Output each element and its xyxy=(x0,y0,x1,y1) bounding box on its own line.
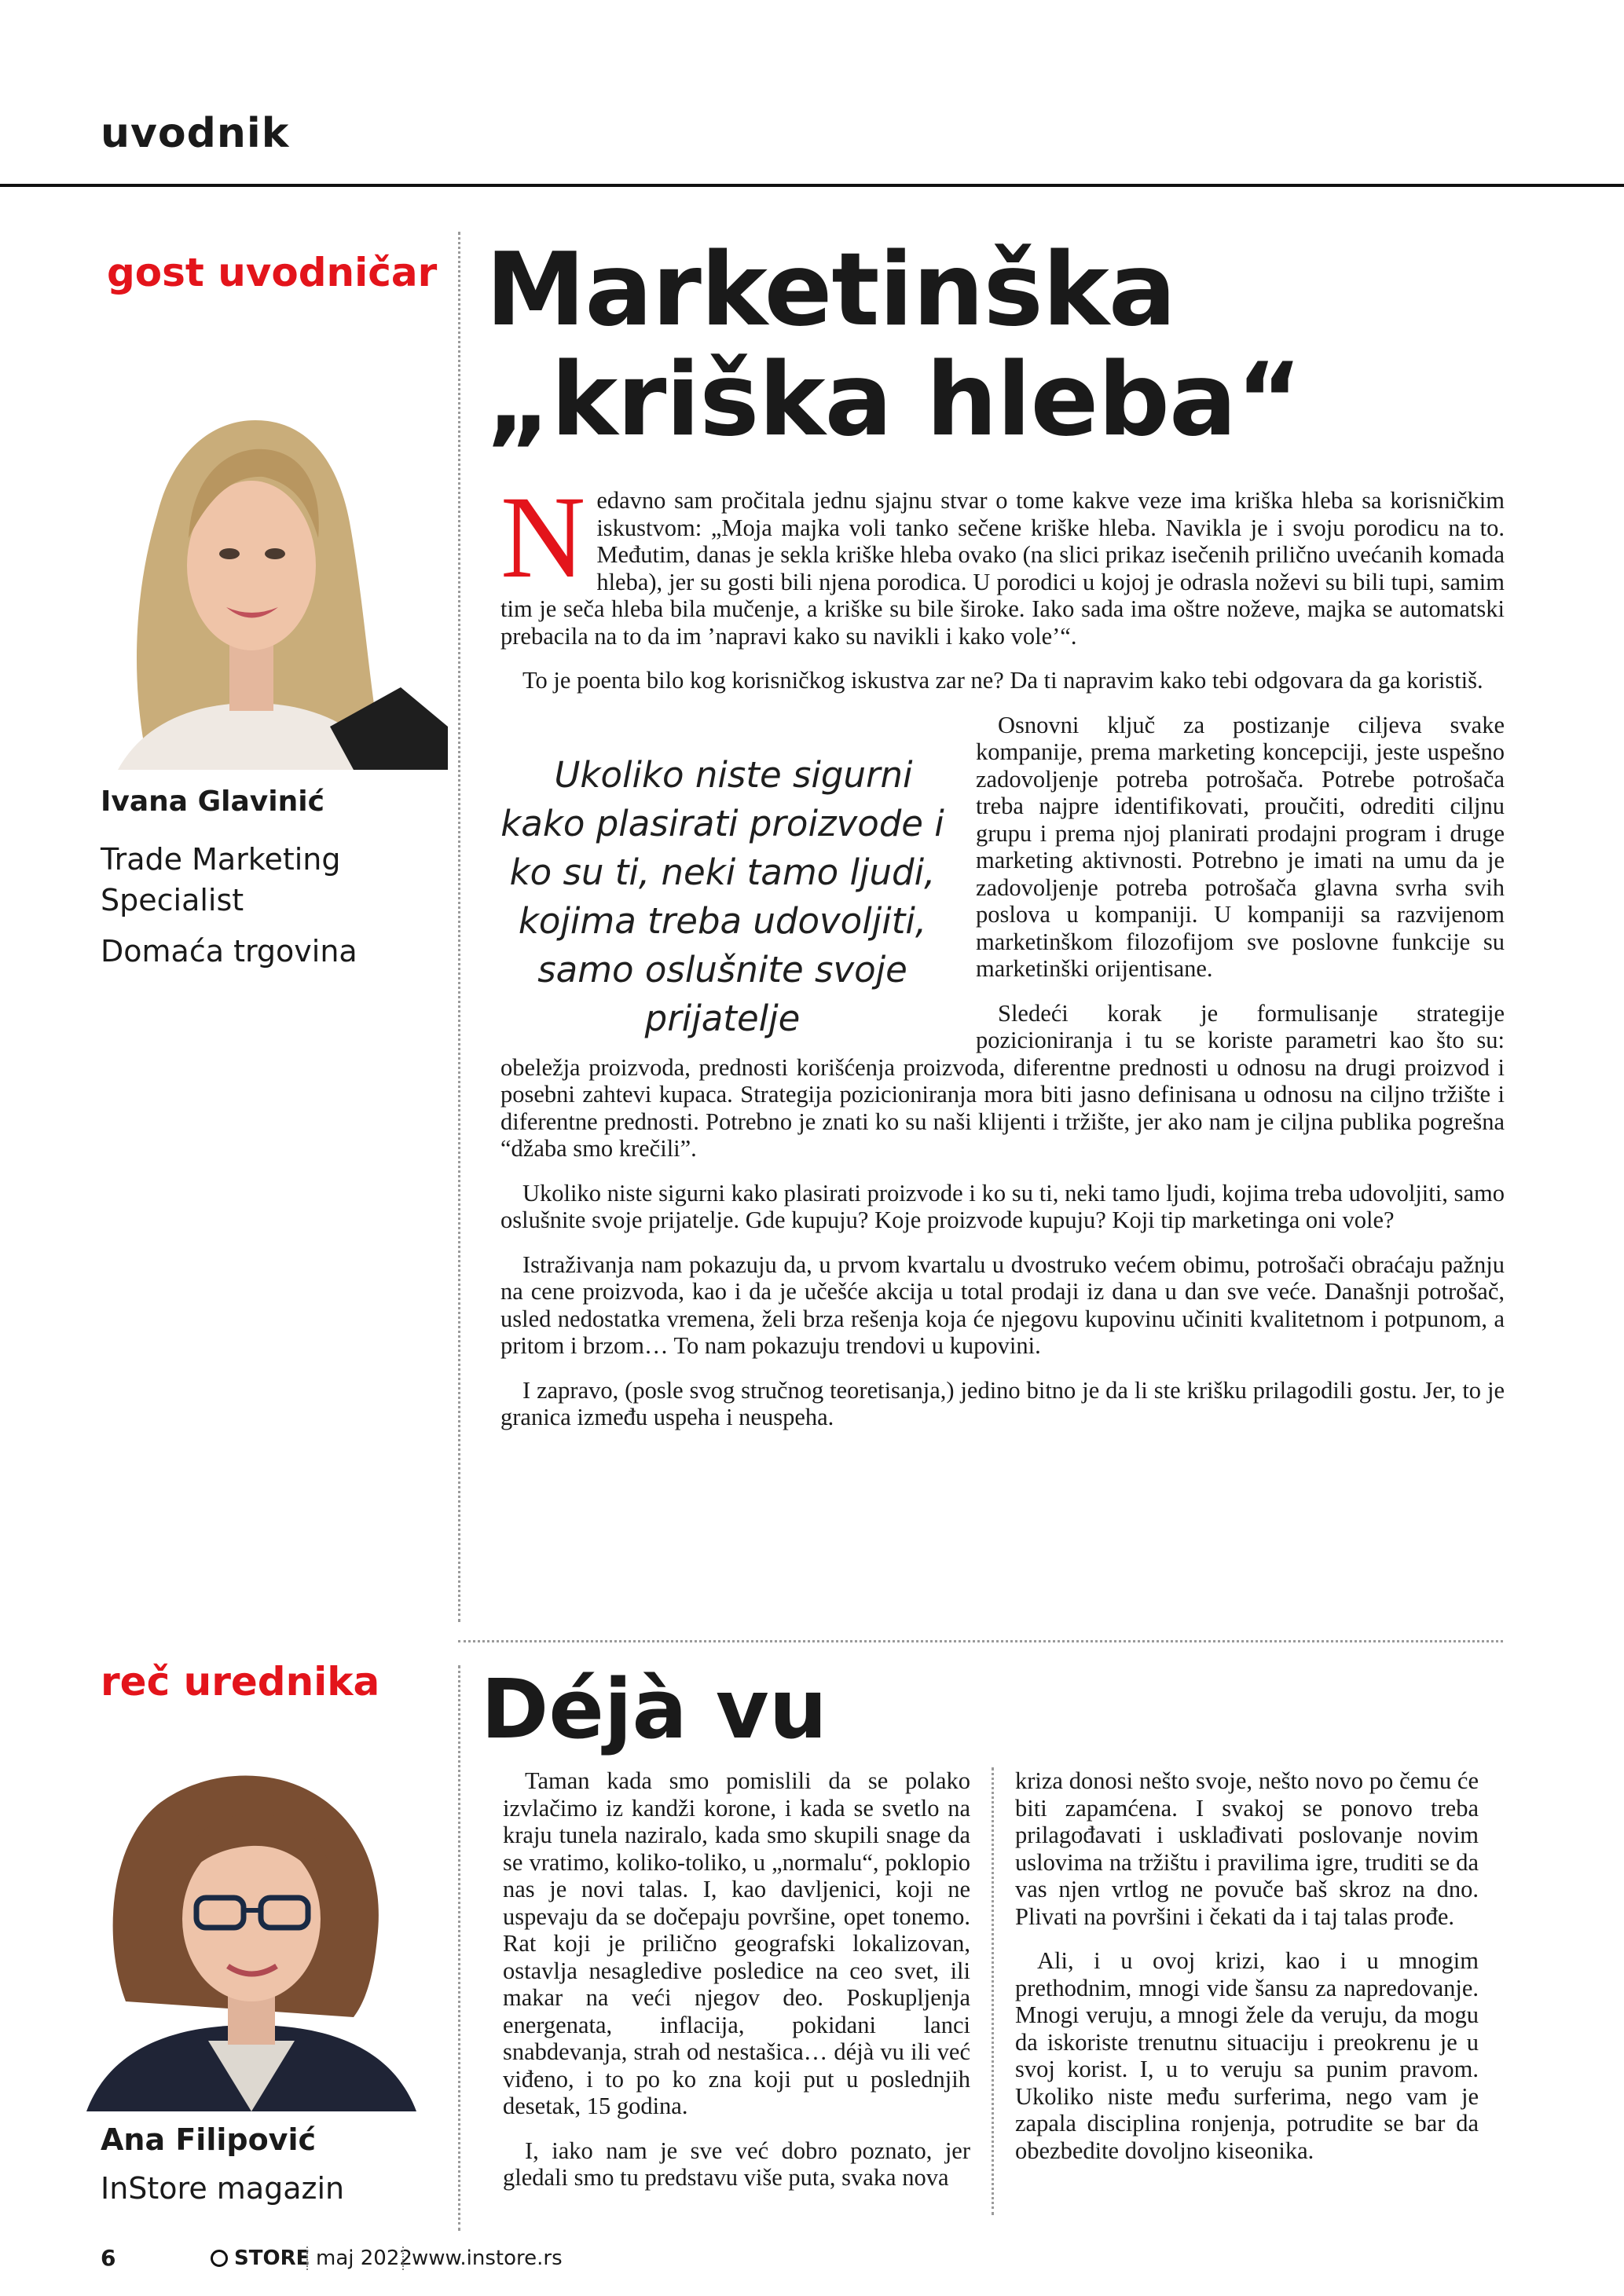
article-title-line1: Marketinška xyxy=(486,232,1176,349)
article-title xyxy=(486,232,1302,459)
drop-cap: N xyxy=(500,472,586,602)
editor-portrait-photo xyxy=(55,1742,448,2111)
article-title-line2: „kriška hleba“ xyxy=(486,342,1302,459)
article-paragraph-text: edavno sam pročitala jednu sjajnu stvar o tome kakve veze ima kriška hleba sa korisničkim iskustvom: „Moja majka voli tanko sečene kriške hleba. Navikla je i svoju porodicu na to. Međutim, danas je sekla kriške hleba ovako (na slici prikaz isečenih prilično uvećanih komada hleba), jer su gosti bili njena porodica. U porodici u kojoj je odrasla noževi su bili tupi, samim tim je seča hleba bila mučenje, a kriške su bile široke. Iako sada ima oštre noževe, majka se automatski prebacila na to da im ’napravi kako su navikli i kako vole’“. xyxy=(500,487,1505,650)
issue-date: maj 2022 xyxy=(316,2247,412,2270)
article-paragraph xyxy=(500,711,1505,1039)
section-label: uvodnik xyxy=(101,110,290,157)
footer-separator xyxy=(306,2247,308,2270)
article-paragraph: Istraživanja nam pokazuju da, u prvom kvartalu u dvostruko većem obimu, potrošači obraćaju pažnju na cene proizvoda, kao i da je učešće akcija u total prodaji iz dana u dan sve veće. Današnji potrošač, usled nedostatka vremena, želi brza rešenja koja će njegovu kupovinu učiniti kvalitetnom i potpunom, a pritom i brzom… To nam pokazuju trendovi u kupovini. xyxy=(500,1251,1505,1359)
article-paragraph-text: Osnovni ključ za postizanje ciljeva svake kompanije, prema marketing koncepciji, jeste uspešno zadovoljenje potreba potrošača. Potrebe potrošača treba najpre identifikovati, proučiti, odrediti ciljnu grupu i prema njoj planirati prodajni program i druge marketing aktivnosti. Potrebno je imati na umu da je zadovoljenje potreba potrošača glavna svrha svih poslova u kompaniji. U kompaniji sa razvijenom marketinškom filozofijom sve poslovne funkcije su marketinški orijentisane. xyxy=(976,711,1505,982)
header-rule xyxy=(0,184,1624,187)
editor-heading: reč urednika xyxy=(101,1659,380,1705)
editorial-paragraph: kriza donosi nešto svoje, nešto novo po čemu će biti zapamćena. I svakoj se ponovo treba prilagođavati i usklađivati poslovanje novim uslovima na tržištu i pravilima igre, truditi se da vas njen vrtlog ne povuče baš skroz na dno. Plivati na površini i čekati da i taj talas prođe. xyxy=(1015,1767,1479,1930)
editor-name: Ana Filipović xyxy=(101,2122,316,2157)
editorial-paragraph: Ali, i u ovoj krizi, kao i u mnogim prethodnim, mnogi vide šansu za napredovanje. Mnogi veruju, a mnogi žele da veruju, da mogu da iskoriste trenutnu situaciju i preokrenu je u svoj korist. I, u to veruju sa punim pravom. Ukoliko niste među surferima, nego vam je zapala disciplina ronjenja, potrudite se bar da obezbedite dovoljno kiseonika. xyxy=(1015,1947,1479,2164)
editorial-column-left xyxy=(503,1767,970,2209)
column-divider xyxy=(458,1665,460,2231)
column-divider xyxy=(992,1767,994,2215)
article-paragraph: Sledeći korak je formulisanje strategije pozicioniranja i tu se koriste parametri kao što su: obeležja proizvoda, prednosti korišćenja proizvoda, diferentne prednosti u odnosu na drugi proizvod i posebni zahtevi kupaca. Strategija pozicioniranja mora biti jasno definisana u odnosu na ciljno tržište i diferentne prednosti. Potrebno je znati ko su naši klijenti i tržište, jer ako nam je ciljna publika pogrešna “džaba smo krečili”. xyxy=(500,999,1505,1162)
guest-role: Trade Marketing Specialist xyxy=(101,842,341,917)
guest-portrait-photo xyxy=(55,357,448,770)
article-paragraph xyxy=(500,472,1505,650)
guest-company: Domaća trgovina xyxy=(101,934,357,969)
guest-heading: gost uvodničar xyxy=(107,250,438,295)
editorial-title: Déjà vu xyxy=(481,1661,827,1757)
editorial-paragraph: I, iako nam je sve već dobro poznato, jer gledali smo tu predstavu više puta, svaka nova xyxy=(503,2137,970,2191)
magazine-brand xyxy=(211,2247,310,2270)
editorial-paragraph: Taman kada smo pomislili da se polako izvlačimo iz kandži korone, i kada se svetlo na kraju tunela naziralo, kada smo skupili snage da se vratimo, koliko-toliko, u „normalu“, poklopio nas je novi talas. I, kao davljenici, koji ne uspevaju da se dočepaju površine, opet tonemo. Rat koji je prilično geografski lokalizovan, ostavlja nesagledive posledice na ceo svet, ili makar na veći njegov deo. Poskupljenja energenata, inflacija, pokidani lanci snabdevanja, strah od nestašica… déjà vu ili već viđeno, i to po ko zna koji put u poslednjih desetak, 15 godina. xyxy=(503,1767,970,2119)
article-body xyxy=(500,472,1505,1448)
website-url: www.instore.rs xyxy=(412,2247,563,2270)
editor-company: InStore magazin xyxy=(101,2171,345,2206)
column-divider xyxy=(458,232,460,1622)
guest-portrait-illustration xyxy=(55,357,448,770)
editor-portrait-illustration xyxy=(55,1742,448,2111)
page-number: 6 xyxy=(101,2245,116,2271)
guest-name: Ivana Glavinić xyxy=(101,785,324,818)
footer-separator xyxy=(402,2247,404,2270)
article-paragraph: Ukoliko niste sigurni kako plasirati proizvode i ko su ti, neki tamo ljudi, kojima treba udovoljiti, samo oslušnite svoje prijatelje. Gde kupuju? Koje proizvode kupuju? Koji tip marketinga oni vole? xyxy=(500,1179,1505,1233)
editorial-column-right xyxy=(1015,1767,1479,2181)
article-paragraph: I zapravo, (posle svog stručnog teoretisanja,) jedino bitno je da li ste krišku prilagodili gostu. Jer, to je granica između uspeha i neuspeha. xyxy=(500,1376,1505,1430)
article-paragraph: To je poenta bilo kog korisničkog iskustva zar ne? Da ti napravim kako tebi odgovara da ga koristiš. xyxy=(522,667,1483,694)
section-divider xyxy=(458,1640,1503,1642)
instore-logo-icon xyxy=(211,2250,228,2267)
pull-quote: Ukoliko niste sigurni kako plasirati proizvode i ko su ti, neki tamo ljudi, kojima treba udovoljiti, samo oslušnite svoje prijatelje xyxy=(500,753,944,1039)
magazine-brand-text: STORE xyxy=(234,2247,310,2270)
